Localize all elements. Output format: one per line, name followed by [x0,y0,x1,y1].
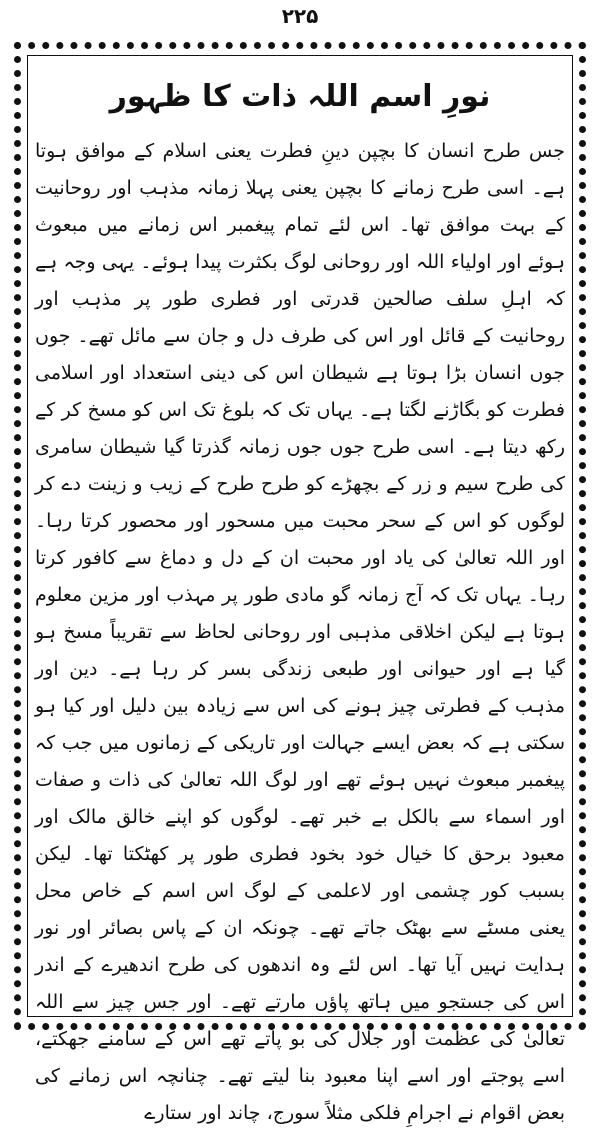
page-number: ۲۲۵ [281,4,319,28]
body-paragraph: جس طرح انسان کا بچپن دینِ فطرت یعنی اسلام کے موافق ہوتا ہے۔ اسی طرح زمانے کا بچپن یعنی پہلا زمانہ مذہب اور روحانیت کے بہت موافق تھا۔ اس لئے تمام پیغمبر اس زمانے میں مبعوث ہوئے اور اولیاء اللہ اور روحانی لوگ بکثرت پیدا ہوئے۔ یہی وجہ ہے کہ اہلِ سلف صالحین قدرتی اور فطری طور پر مذہب اور روحانیت کے قائل اور اس کی طرف دل و جان سے مائل تھے۔ جوں جوں انسان بڑا ہوتا ہے شیطان اس کی دینی استعداد اور اسلامی فطرت کو بگاڑنے لگتا ہے۔ یہاں تک کہ بلوغ تک اس کو مسخ کر کے رکھ دیتا ہے۔ اسی طرح جوں جوں زمانہ گذرتا گیا شیطان سامری کی طرح سیم و زر کے بچھڑے کو طرح طرح کے زیب و زینت دے کر لوگوں کو اس کے سحر محبت میں مسحور اور محصور کرتا رہا۔ اور اللہ تعالیٰ کی یاد اور محبت ان کے دل و دماغ سے کافور کرتا رہا۔ یہاں تک کہ آج زمانہ گو مادی طور پر مہذب اور مزین معلوم ہوتا ہے لیکن اخلاقی مذہبی اور روحانی لحاظ سے تقریباً مسخ ہو گیا ہے اور حیوانی اور طبعی زندگی بسر کر رہا ہے۔ دین اور مذہب کے فطرتی چیز ہونے کی اس سے زیادہ بین دلیل اور کیا ہو سکتی ہے کہ بعض ایسے جہالت اور تاریکی کے زمانوں میں جب کہ پیغمبر مبعوث نہیں ہوئے تھے اور لوگ اللہ تعالیٰ کی ذات و صفات اور اسماء سے بالکل بے خبر تھے۔ لوگوں کو اپنے خالق مالک اور معبود برحق کا خیال خود بخود فطری طور پر کھٹکتا تھا۔ لیکن بسبب کور چشمی اور لاعلمی کے لوگ اس اسم کے خاص محل یعنی مسٹے سے بھٹک جاتے تھے۔ چونکہ ان کے پاس بصائر اور نور ہدایت نہیں آیا تھا۔ اس لئے وہ اندھوں کی طرح اندھیرے کے اندر اس کی جستجو میں ہاتھ پاؤں مارتے تھے۔ اور جس چیز سے اللہ تعالیٰ کی عظمت اور جلال کی بو پاتے تھے اس کے سامنے جھکتے، اسے پوجتے اور اسے اپنا معبود بنا لیتے تھے۔ چنانچہ اس زمانے کی بعض اقوام نے اجرامِ فلکی مثلاً سورج، چاند اور ستارے [35,140,565,1124]
page-heading: نورِ اسم اللہ ذات کا ظہور [109,79,491,114]
page-frame [14,42,586,1124]
page-content [35,67,565,1124]
